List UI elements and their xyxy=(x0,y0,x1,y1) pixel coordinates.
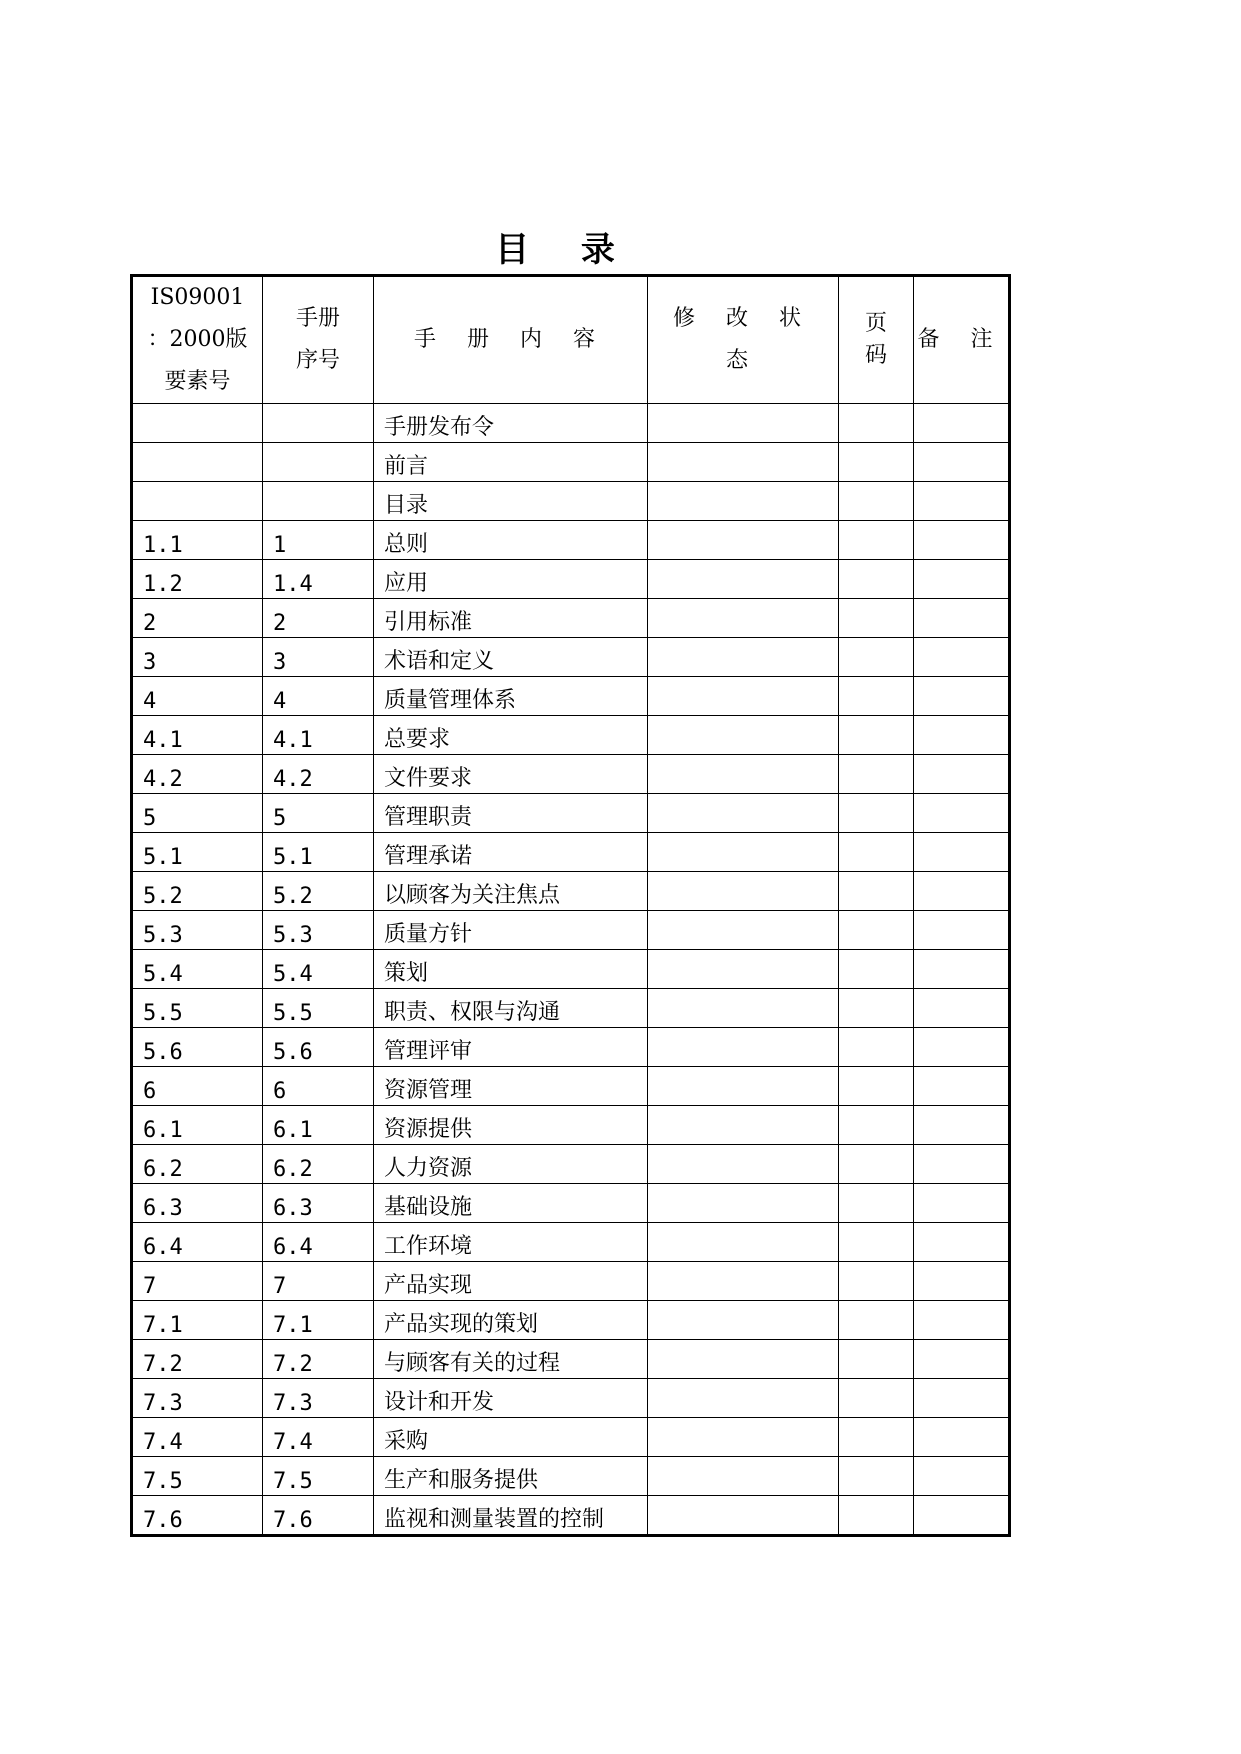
cell-remark xyxy=(914,872,1010,911)
cell-content: 前言 xyxy=(374,443,648,482)
cell-remark xyxy=(914,404,1010,443)
cell-page xyxy=(839,677,914,716)
cell-manual-no: 3 xyxy=(263,638,374,677)
cell-remark xyxy=(914,1496,1010,1536)
header-manual-no: 手册 序号 xyxy=(263,276,374,404)
cell-manual-no: 5.1 xyxy=(263,833,374,872)
cell-clause: 7.1 xyxy=(132,1301,263,1340)
cell-manual-no: 6 xyxy=(263,1067,374,1106)
cell-content: 质量管理体系 xyxy=(374,677,648,716)
cell-clause: 6.2 xyxy=(132,1145,263,1184)
cell-revision xyxy=(648,1457,839,1496)
cell-page xyxy=(839,1067,914,1106)
table-row xyxy=(132,1496,1010,1536)
cell-manual-no: 2 xyxy=(263,599,374,638)
cell-remark xyxy=(914,1106,1010,1145)
cell-clause: 5.6 xyxy=(132,1028,263,1067)
table-row xyxy=(132,1340,1010,1379)
cell-remark xyxy=(914,1457,1010,1496)
cell-page xyxy=(839,794,914,833)
table-row xyxy=(132,989,1010,1028)
cell-content: 管理承诺 xyxy=(374,833,648,872)
cell-remark xyxy=(914,1301,1010,1340)
cell-clause: 7 xyxy=(132,1262,263,1301)
cell-manual-no xyxy=(263,443,374,482)
cell-manual-no xyxy=(263,404,374,443)
cell-clause: 7.6 xyxy=(132,1496,263,1536)
header-revision: 修 改 状 态 xyxy=(648,276,839,404)
cell-content: 职责、权限与沟通 xyxy=(374,989,648,1028)
cell-remark xyxy=(914,677,1010,716)
table-row xyxy=(132,1106,1010,1145)
cell-remark xyxy=(914,1145,1010,1184)
cell-clause: 5.4 xyxy=(132,950,263,989)
table-row xyxy=(132,950,1010,989)
table-row xyxy=(132,560,1010,599)
cell-content: 基础设施 xyxy=(374,1184,648,1223)
cell-page xyxy=(839,1223,914,1262)
cell-clause: 4 xyxy=(132,677,263,716)
cell-page xyxy=(839,1184,914,1223)
cell-clause: 7.3 xyxy=(132,1379,263,1418)
cell-revision xyxy=(648,638,839,677)
cell-content: 质量方针 xyxy=(374,911,648,950)
cell-content: 采购 xyxy=(374,1418,648,1457)
cell-revision xyxy=(648,443,839,482)
header-row xyxy=(132,276,1010,404)
cell-revision xyxy=(648,1223,839,1262)
table-row xyxy=(132,911,1010,950)
cell-clause: 6.1 xyxy=(132,1106,263,1145)
cell-manual-no: 4 xyxy=(263,677,374,716)
cell-clause: 6 xyxy=(132,1067,263,1106)
cell-manual-no: 6.1 xyxy=(263,1106,374,1145)
cell-content: 手册发布令 xyxy=(374,404,648,443)
cell-page xyxy=(839,638,914,677)
cell-page xyxy=(839,443,914,482)
cell-manual-no: 4.1 xyxy=(263,716,374,755)
cell-remark xyxy=(914,443,1010,482)
cell-content: 人力资源 xyxy=(374,1145,648,1184)
page-title: 目 录 xyxy=(495,230,635,270)
cell-manual-no: 7.6 xyxy=(263,1496,374,1536)
header-page: 页 码 xyxy=(839,276,914,404)
cell-content: 目录 xyxy=(374,482,648,521)
cell-page xyxy=(839,911,914,950)
cell-revision xyxy=(648,1301,839,1340)
cell-revision xyxy=(648,755,839,794)
table-row xyxy=(132,482,1010,521)
cell-revision xyxy=(648,482,839,521)
cell-remark xyxy=(914,521,1010,560)
cell-manual-no: 7.4 xyxy=(263,1418,374,1457)
cell-manual-no: 7.2 xyxy=(263,1340,374,1379)
table-row xyxy=(132,755,1010,794)
cell-remark xyxy=(914,1262,1010,1301)
cell-manual-no: 5.5 xyxy=(263,989,374,1028)
table-row xyxy=(132,638,1010,677)
table-row xyxy=(132,716,1010,755)
cell-manual-no: 1.4 xyxy=(263,560,374,599)
cell-clause: 5 xyxy=(132,794,263,833)
cell-revision xyxy=(648,911,839,950)
cell-clause: 6.3 xyxy=(132,1184,263,1223)
cell-remark xyxy=(914,560,1010,599)
cell-manual-no: 6.3 xyxy=(263,1184,374,1223)
cell-revision xyxy=(648,521,839,560)
cell-clause: 1.2 xyxy=(132,560,263,599)
table-row xyxy=(132,1379,1010,1418)
cell-clause xyxy=(132,443,263,482)
table-row xyxy=(132,404,1010,443)
cell-revision xyxy=(648,1028,839,1067)
cell-manual-no: 5 xyxy=(263,794,374,833)
cell-content: 总要求 xyxy=(374,716,648,755)
cell-remark xyxy=(914,1379,1010,1418)
cell-revision xyxy=(648,1184,839,1223)
cell-revision xyxy=(648,1106,839,1145)
cell-remark xyxy=(914,638,1010,677)
cell-content: 引用标准 xyxy=(374,599,648,638)
cell-remark xyxy=(914,755,1010,794)
cell-clause: 5.1 xyxy=(132,833,263,872)
cell-content: 应用 xyxy=(374,560,648,599)
cell-page xyxy=(839,1496,914,1536)
cell-manual-no: 4.2 xyxy=(263,755,374,794)
cell-revision xyxy=(648,599,839,638)
cell-clause: 7.5 xyxy=(132,1457,263,1496)
cell-content: 总则 xyxy=(374,521,648,560)
cell-revision xyxy=(648,872,839,911)
cell-remark xyxy=(914,482,1010,521)
cell-content: 工作环境 xyxy=(374,1223,648,1262)
cell-revision xyxy=(648,1145,839,1184)
table-row xyxy=(132,1301,1010,1340)
cell-manual-no: 5.6 xyxy=(263,1028,374,1067)
cell-page xyxy=(839,1340,914,1379)
cell-manual-no: 5.4 xyxy=(263,950,374,989)
cell-page xyxy=(839,1418,914,1457)
cell-clause: 4.1 xyxy=(132,716,263,755)
cell-revision xyxy=(648,1496,839,1536)
cell-content: 产品实现 xyxy=(374,1262,648,1301)
cell-page xyxy=(839,599,914,638)
cell-clause: 6.4 xyxy=(132,1223,263,1262)
cell-content: 设计和开发 xyxy=(374,1379,648,1418)
cell-clause xyxy=(132,404,263,443)
cell-manual-no: 7.3 xyxy=(263,1379,374,1418)
cell-remark xyxy=(914,794,1010,833)
cell-manual-no: 5.2 xyxy=(263,872,374,911)
cell-revision xyxy=(648,989,839,1028)
cell-page xyxy=(839,833,914,872)
cell-remark xyxy=(914,911,1010,950)
cell-revision xyxy=(648,1262,839,1301)
cell-page xyxy=(839,404,914,443)
cell-clause xyxy=(132,482,263,521)
table-row xyxy=(132,1418,1010,1457)
cell-remark xyxy=(914,833,1010,872)
cell-content: 资源管理 xyxy=(374,1067,648,1106)
cell-page xyxy=(839,950,914,989)
cell-clause: 4.2 xyxy=(132,755,263,794)
cell-clause: 5.3 xyxy=(132,911,263,950)
cell-clause: 5.2 xyxy=(132,872,263,911)
cell-revision xyxy=(648,1379,839,1418)
cell-page xyxy=(839,560,914,599)
cell-revision xyxy=(648,1067,839,1106)
cell-clause: 2 xyxy=(132,599,263,638)
cell-page xyxy=(839,1301,914,1340)
header-remark: 备 注 xyxy=(914,276,1010,404)
cell-clause: 1.1 xyxy=(132,521,263,560)
cell-remark xyxy=(914,1418,1010,1457)
cell-manual-no: 1 xyxy=(263,521,374,560)
cell-remark xyxy=(914,716,1010,755)
cell-content: 与顾客有关的过程 xyxy=(374,1340,648,1379)
table-row xyxy=(132,1067,1010,1106)
table-row xyxy=(132,599,1010,638)
cell-remark xyxy=(914,1184,1010,1223)
cell-revision xyxy=(648,950,839,989)
table-row xyxy=(132,872,1010,911)
header-content: 手 册 内 容 xyxy=(374,276,648,404)
cell-revision xyxy=(648,677,839,716)
cell-page xyxy=(839,1379,914,1418)
cell-page xyxy=(839,1106,914,1145)
table-row xyxy=(132,677,1010,716)
cell-page xyxy=(839,1262,914,1301)
cell-revision xyxy=(648,833,839,872)
cell-revision xyxy=(648,716,839,755)
cell-content: 文件要求 xyxy=(374,755,648,794)
cell-remark xyxy=(914,1340,1010,1379)
toc-table xyxy=(130,274,1011,1537)
cell-manual-no: 6.4 xyxy=(263,1223,374,1262)
cell-remark xyxy=(914,599,1010,638)
cell-manual-no: 7 xyxy=(263,1262,374,1301)
cell-page xyxy=(839,872,914,911)
cell-manual-no: 7.5 xyxy=(263,1457,374,1496)
table-row xyxy=(132,1184,1010,1223)
cell-clause: 3 xyxy=(132,638,263,677)
cell-content: 管理评审 xyxy=(374,1028,648,1067)
cell-remark xyxy=(914,1223,1010,1262)
cell-content: 策划 xyxy=(374,950,648,989)
cell-content: 以顾客为关注焦点 xyxy=(374,872,648,911)
table-row xyxy=(132,1457,1010,1496)
cell-page xyxy=(839,1457,914,1496)
cell-page xyxy=(839,1145,914,1184)
cell-manual-no: 5.3 xyxy=(263,911,374,950)
table-row xyxy=(132,794,1010,833)
cell-content: 术语和定义 xyxy=(374,638,648,677)
cell-manual-no: 6.2 xyxy=(263,1145,374,1184)
header-clause: IS09001 ：2000版 要素号 xyxy=(132,276,263,404)
table-row xyxy=(132,1028,1010,1067)
cell-manual-no xyxy=(263,482,374,521)
table-row xyxy=(132,1145,1010,1184)
cell-content: 资源提供 xyxy=(374,1106,648,1145)
table-row xyxy=(132,1223,1010,1262)
cell-page xyxy=(839,716,914,755)
cell-revision xyxy=(648,404,839,443)
cell-clause: 5.5 xyxy=(132,989,263,1028)
cell-content: 监视和测量装置的控制 xyxy=(374,1496,648,1536)
cell-clause: 7.2 xyxy=(132,1340,263,1379)
table-row xyxy=(132,443,1010,482)
cell-revision xyxy=(648,560,839,599)
cell-clause: 7.4 xyxy=(132,1418,263,1457)
cell-revision xyxy=(648,1418,839,1457)
cell-remark xyxy=(914,1028,1010,1067)
cell-page xyxy=(839,1028,914,1067)
cell-content: 产品实现的策划 xyxy=(374,1301,648,1340)
cell-content: 管理职责 xyxy=(374,794,648,833)
cell-remark xyxy=(914,950,1010,989)
cell-manual-no: 7.1 xyxy=(263,1301,374,1340)
cell-remark xyxy=(914,1067,1010,1106)
cell-page xyxy=(839,989,914,1028)
cell-revision xyxy=(648,794,839,833)
cell-content: 生产和服务提供 xyxy=(374,1457,648,1496)
cell-page xyxy=(839,755,914,794)
table-row xyxy=(132,1262,1010,1301)
cell-revision xyxy=(648,1340,839,1379)
table-row xyxy=(132,521,1010,560)
cell-page xyxy=(839,521,914,560)
cell-page xyxy=(839,482,914,521)
table-row xyxy=(132,833,1010,872)
cell-remark xyxy=(914,989,1010,1028)
